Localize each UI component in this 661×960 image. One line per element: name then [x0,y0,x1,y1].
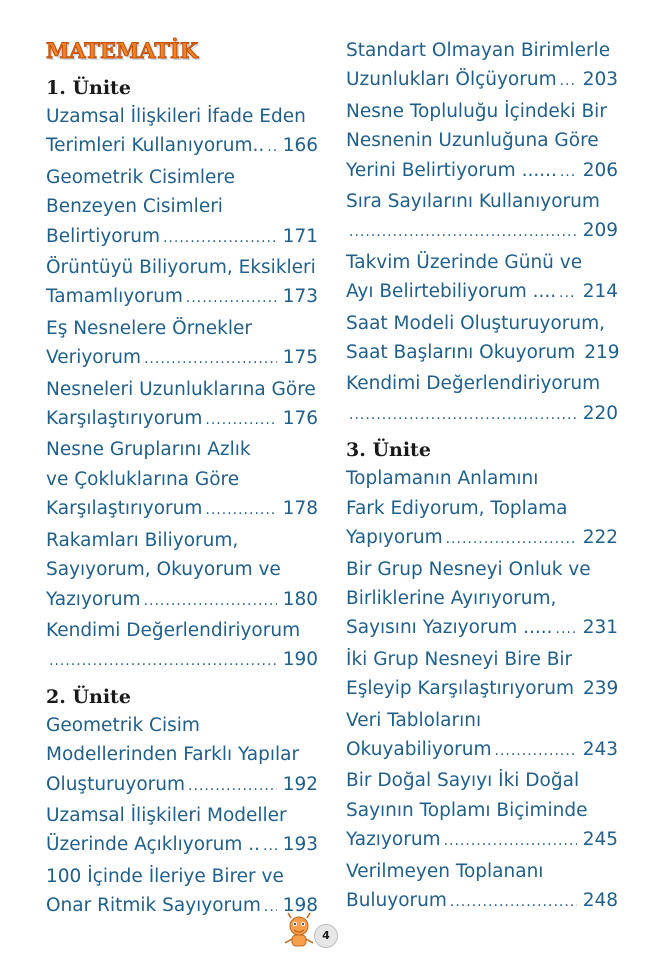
toc-entry-title-line: Eşleyip Karşılaştırıyorum [346,678,574,700]
dot-leader [264,893,277,922]
toc-entry-title-line: Bir Grup Nesneyi Onluk ve [346,558,591,580]
toc-page-number: 176 [282,408,318,430]
dot-leader [205,406,276,435]
toc-entry-title-line: Yerini Belirtiyorum ...... [346,159,557,181]
toc-entry[interactable] [46,526,318,616]
toc-entry-title-line: İki Grup Nesneyi Bire Bir [346,648,573,670]
toc-entry[interactable] [46,711,318,801]
dot-leader [446,525,577,554]
toc-entry-title-line: Nesneleri Uzunluklarına Göre [46,378,316,400]
toc-entry-title-line: Oluşturuyorum [46,773,185,795]
toc-entry-title-line: Benzeyen Cisimleri [46,196,223,218]
toc-entry-title-line: Birliklerine Ayırıyorum, [346,587,557,609]
toc-entry-title-line: Veri Tablolarını [346,709,482,731]
toc-entry[interactable] [46,314,318,375]
toc-entry-title-line: Geometrik Cisim [46,714,200,736]
toc-entry-title-line: Kendimi Değerlendiriyorum [46,619,301,641]
toc-entry[interactable] [46,163,318,253]
toc-entry-title-line: Takvim Üzerinde Günü ve [346,251,583,273]
toc-entry-title-line: Rakamları Biliyorum, [46,529,239,551]
toc-entry[interactable] [346,857,618,918]
toc-entry[interactable] [346,369,618,430]
toc-page-number: 231 [582,617,618,639]
toc-entry[interactable] [346,555,618,645]
toc-entry-title-line: Uzamsal İlişkileri İfade Eden [46,106,306,127]
toc-entry[interactable] [46,253,318,314]
dot-leader [263,832,277,861]
dot-leader [559,279,577,308]
dot-leader [49,647,277,676]
dot-leader [560,158,577,187]
toc-entry-title-line: Saat Başlarını Okuyorum [346,342,576,364]
toc-page-number: 175 [282,347,318,369]
toc-entry-title-line: Belirtiyorum [46,225,160,247]
page-number: 4 [314,924,338,948]
toc-page-number: 222 [582,527,618,549]
toc-entry-title-line: Sayıyorum, Okuyorum ve [46,559,281,581]
toc-page-number: 198 [282,895,318,917]
toc-page-number: 171 [282,225,318,247]
dot-leader [186,284,277,313]
dot-leader [495,737,577,766]
toc-entry-title-line: Veriyorum [46,347,141,369]
toc-entry-title-line: Saat Modeli Oluşturuyorum, [346,312,605,334]
toc-entry[interactable] [346,706,618,767]
toc-page-number: 190 [282,649,318,671]
dot-leader [444,827,577,856]
toc-entry[interactable] [46,801,318,862]
toc-entry-title-line: Nesnenin Uzunluğuna Göre [346,130,599,152]
dot-leader [560,67,577,96]
toc-page-number: 178 [282,498,318,520]
dot-leader [163,224,277,253]
toc-entry[interactable] [46,435,318,525]
toc-entry-title-line: Eş Nesnelere Örnekler [46,317,252,339]
toc-page-number: 206 [582,159,618,181]
toc-entry-title-line: Buluyorum [346,889,447,911]
toc-entry[interactable] [346,248,618,309]
subject-title: MATEMATİK [46,38,199,63]
toc-entry[interactable] [346,645,618,706]
toc-entry[interactable] [346,464,618,554]
toc-page-number: 180 [282,588,318,610]
dot-leader [267,133,276,162]
toc-page-number: 248 [582,889,618,911]
toc-entry[interactable] [46,375,318,436]
toc-entry-title-line: Verilmeyen Toplananı [346,860,544,882]
toc-entry-title-line: Yazıyorum [46,588,141,610]
toc-entry-title-line: Sıra Sayılarını Kullanıyorum [346,191,600,213]
toc-entry-title-line: Nesne Gruplarını Azlık [46,439,251,461]
toc-entry-title-line: Ayı Belirtebiliyorum .... [346,281,557,303]
toc-page-number: 219 [584,342,620,364]
toc-entry-title-line: Onar Ritmik Sayıyorum [46,895,261,917]
toc-entry[interactable] [46,102,318,163]
toc-page-number: 209 [582,220,618,242]
toc-page-number: 173 [282,286,318,308]
toc-entry-title-line: Sayısını Yazıyorum ..... [346,617,553,639]
toc-page-number: 166 [282,135,318,157]
toc-entry-title-line: Okuyabiliyorum [346,738,492,760]
toc-entry-title-line: Fark Ediyorum, Toplama [346,497,568,519]
toc-entry-title-line: Uzamsal İlişkileri Modeller [46,804,287,826]
toc-entry-title-line: Toplamanın Anlamını [346,468,539,490]
toc-page-number: 214 [582,281,618,303]
toc-entry-title-line: Geometrik Cisimlere [46,166,235,188]
unit-heading: 1. Ünite [46,77,131,99]
dot-leader [188,772,277,801]
toc-entry[interactable] [346,187,618,248]
unit-heading: 3. Ünite [346,439,431,462]
dot-leader [144,587,277,616]
toc-entry-title-line: Örüntüyü Biliyorum, Eksikleri [46,257,316,279]
dot-leader [349,218,577,247]
toc-page-number: 245 [582,829,618,851]
toc-entry-title-line: Uzunlukları Ölçüyorum [346,69,557,91]
toc-entry-title-line: Sayının Toplamı Biçiminde [346,799,588,821]
dot-leader [349,401,577,430]
page-footer [282,912,342,952]
toc-entry-title-line: Karşılaştırıyorum [46,498,203,520]
toc-entry-title-line: Nesne Topluluğu İçindeki Bir [346,100,607,122]
toc-entry-title-line: Tamamlıyorum [46,286,183,308]
dot-leader [205,496,276,525]
toc-entry-title-line: Bir Doğal Sayıyı İki Doğal [346,770,580,792]
toc-page-number: 220 [582,402,618,424]
toc-entry[interactable] [46,616,318,677]
toc-entry[interactable] [346,766,618,856]
toc-entry-title-line: Yapıyorum [346,527,443,549]
toc-entry-title-line: Terimleri Kullanıyorum.. [46,135,265,157]
toc-entry[interactable] [346,36,618,97]
toc-page-number: 193 [282,834,318,856]
toc-entry-title-line: Modellerinden Farklı Yapılar [46,744,300,766]
dot-leader [144,345,277,374]
toc-right-column [346,36,618,917]
dot-leader [556,615,577,644]
toc-entry[interactable] [346,97,618,187]
toc-entry-title-line: Standart Olmayan Birimlerle [346,40,611,61]
toc-page-number: 239 [582,678,619,700]
unit-heading: 2. Ünite [46,685,131,708]
toc-entry-title-line: Kendimi Değerlendiriyorum [346,373,601,395]
toc-entry-title-line: Karşılaştırıyorum [46,408,203,430]
toc-left-column [46,74,318,923]
toc-entry-title-line: 100 İçinde İleriye Birer ve [46,865,284,887]
toc-entry-title-line: ve Çokluklarına Göre [46,468,240,490]
toc-entry[interactable] [46,862,318,923]
mascot-icon [282,912,316,952]
toc-entry-title-line: Yazıyorum [346,829,441,851]
toc-page-number: 203 [582,69,618,91]
toc-entry-title-line: Üzerinde Açıklıyorum .. [46,834,261,856]
toc-entry[interactable] [346,309,618,370]
toc-page-number: 192 [282,773,318,795]
toc-page-number: 243 [582,738,618,760]
dot-leader [450,888,577,917]
